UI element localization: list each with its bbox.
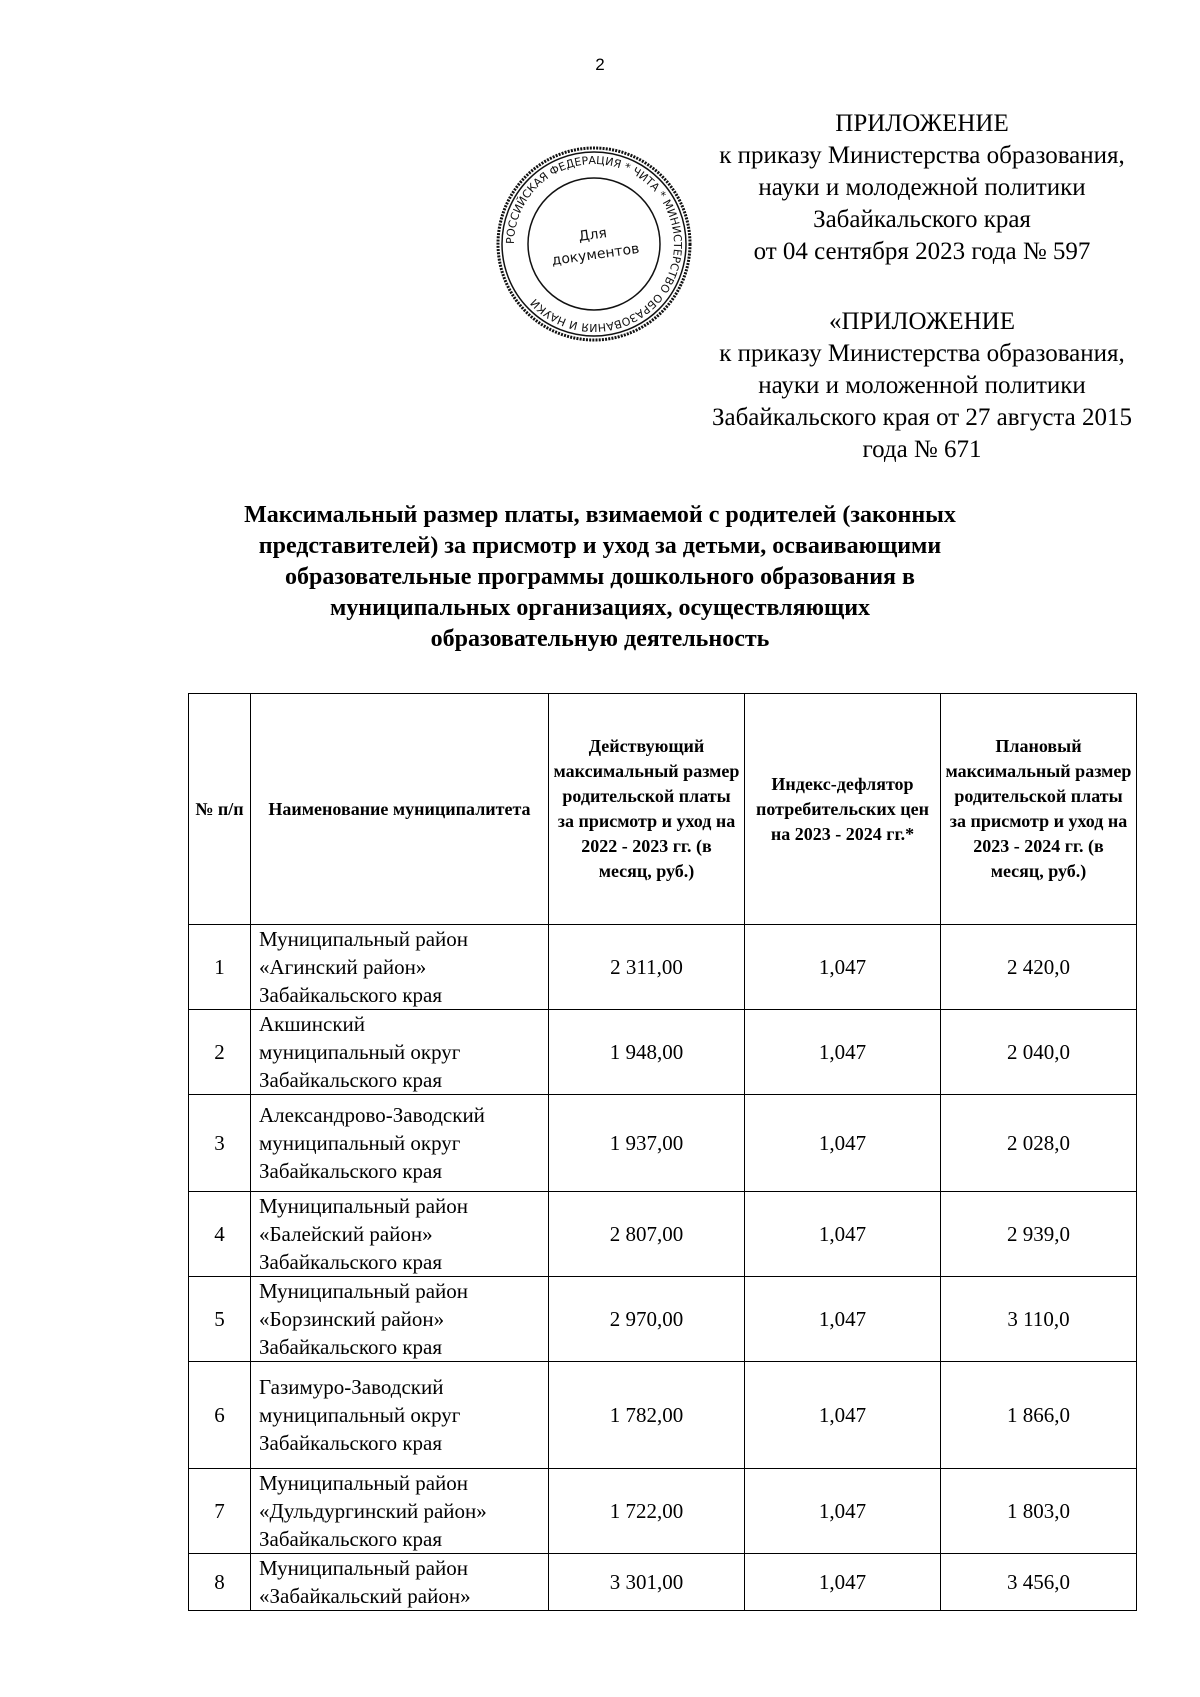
header-municipality: Наименование муниципалитета	[251, 694, 549, 925]
row-number: 8	[189, 1554, 251, 1611]
row-number: 6	[189, 1362, 251, 1469]
stamp-center-bottom: документов	[550, 240, 641, 269]
planned-fee: 2 040,0	[941, 1010, 1137, 1095]
current-fee: 3 301,00	[549, 1554, 745, 1611]
appendix-old-line: науки и моложенной политики	[758, 372, 1086, 399]
planned-fee: 3 456,0	[941, 1554, 1137, 1611]
appendix-old-line: «ПРИЛОЖЕНИЕ	[829, 308, 1015, 335]
municipality-name: Муниципальный район «Борзинский район» Забайкальского края	[251, 1277, 549, 1362]
municipality-name: Акшинский муниципальный округ Забайкальского края	[251, 1010, 549, 1095]
title-line: Максимальный размер платы, взимаемой с родителей (законных	[244, 502, 956, 528]
appendix-new-line: от 04 сентября 2023 года № 597	[753, 238, 1091, 265]
deflator-index: 1,047	[745, 925, 941, 1010]
appendix-new-line: к приказу Министерства образования,	[719, 142, 1125, 169]
table-row	[189, 925, 1137, 1010]
row-number: 5	[189, 1277, 251, 1362]
current-fee: 1 722,00	[549, 1469, 745, 1554]
appendix-header-new	[648, 108, 1196, 268]
table-row	[189, 1362, 1137, 1469]
title-line: образовательные программы дошкольного образования в	[285, 564, 915, 590]
municipality-name: Муниципальный район «Балейский район» Забайкальского края	[251, 1192, 549, 1277]
municipality-name: Муниципальный район «Дульдургинский район» Забайкальского края	[251, 1469, 549, 1554]
municipality-name: Газимуро-Заводский муниципальный округ Забайкальского края	[251, 1362, 549, 1469]
appendix-new-line: ПРИЛОЖЕНИЕ	[835, 110, 1009, 137]
stamp-center-top: Для	[577, 225, 608, 245]
title-line: муниципальных организациях, осуществляющих	[329, 595, 871, 621]
appendix-new-line: науки и молодежной политики	[758, 174, 1086, 201]
table-header-row	[189, 694, 1137, 925]
municipality-name: Муниципальный район «Забайкальский район»	[251, 1554, 549, 1611]
planned-fee: 3 110,0	[941, 1277, 1137, 1362]
current-fee: 2 970,00	[549, 1277, 745, 1362]
page-number: 2	[595, 55, 605, 74]
header-deflator-index: Индекс-дефлятор потребительских цен на 2023 - 2024 гг.*	[745, 694, 941, 925]
deflator-index: 1,047	[745, 1554, 941, 1611]
appendix-old-line: к приказу Министерства образования,	[719, 340, 1125, 367]
row-number: 1	[189, 925, 251, 1010]
table-row	[189, 1010, 1137, 1095]
planned-fee: 2 939,0	[941, 1192, 1137, 1277]
row-number: 2	[189, 1010, 251, 1095]
appendix-header-old	[648, 306, 1196, 466]
table-row	[189, 1192, 1137, 1277]
table-row	[189, 1095, 1137, 1192]
current-fee: 1 937,00	[549, 1095, 745, 1192]
header-number: № п/п	[189, 694, 251, 925]
appendix-old-line: Забайкальского края от 27 августа 2015	[711, 404, 1133, 431]
current-fee: 1 782,00	[549, 1362, 745, 1469]
planned-fee: 1 866,0	[941, 1362, 1137, 1469]
table-row	[189, 1277, 1137, 1362]
table-row	[189, 1554, 1137, 1611]
table-row	[189, 1469, 1137, 1554]
planned-fee: 1 803,0	[941, 1469, 1137, 1554]
planned-fee: 2 420,0	[941, 925, 1137, 1010]
row-number: 7	[189, 1469, 251, 1554]
header-planned-fee: Плановый максимальный размер родительской платы за присмотр и уход на 2023 - 2024 гг. (в месяц, руб.)	[941, 694, 1137, 925]
deflator-index: 1,047	[745, 1010, 941, 1095]
current-fee: 2 311,00	[549, 925, 745, 1010]
fee-table	[188, 693, 1137, 1611]
municipality-name: Александрово-Заводский муниципальный округ Забайкальского края	[251, 1095, 549, 1192]
appendix-old-line: года № 671	[862, 436, 982, 463]
title-line: образовательную деятельность	[430, 626, 770, 652]
deflator-index: 1,047	[745, 1277, 941, 1362]
deflator-index: 1,047	[745, 1362, 941, 1469]
stamp-ring-text: РОССИЙСКАЯ ФЕДЕРАЦИЯ * ЧИТА * МИНИСТЕРСТВО ОБРАЗОВАНИЯ И НАУКИ	[503, 153, 685, 335]
document-title	[150, 500, 1050, 655]
row-number: 3	[189, 1095, 251, 1192]
row-number: 4	[189, 1192, 251, 1277]
title-line: представителей) за присмотр и уход за детьми, осваивающими	[258, 533, 942, 559]
current-fee: 1 948,00	[549, 1010, 745, 1095]
planned-fee: 2 028,0	[941, 1095, 1137, 1192]
municipality-name: Муниципальный район «Агинский район» Забайкальского края	[251, 925, 549, 1010]
deflator-index: 1,047	[745, 1192, 941, 1277]
appendix-new-line: Забайкальского края	[813, 206, 1031, 233]
deflator-index: 1,047	[745, 1095, 941, 1192]
current-fee: 2 807,00	[549, 1192, 745, 1277]
deflator-index: 1,047	[745, 1469, 941, 1554]
header-current-fee: Действующий максимальный размер родительской платы за присмотр и уход на 2022 - 2023 гг. (в месяц, руб.)	[549, 694, 745, 925]
